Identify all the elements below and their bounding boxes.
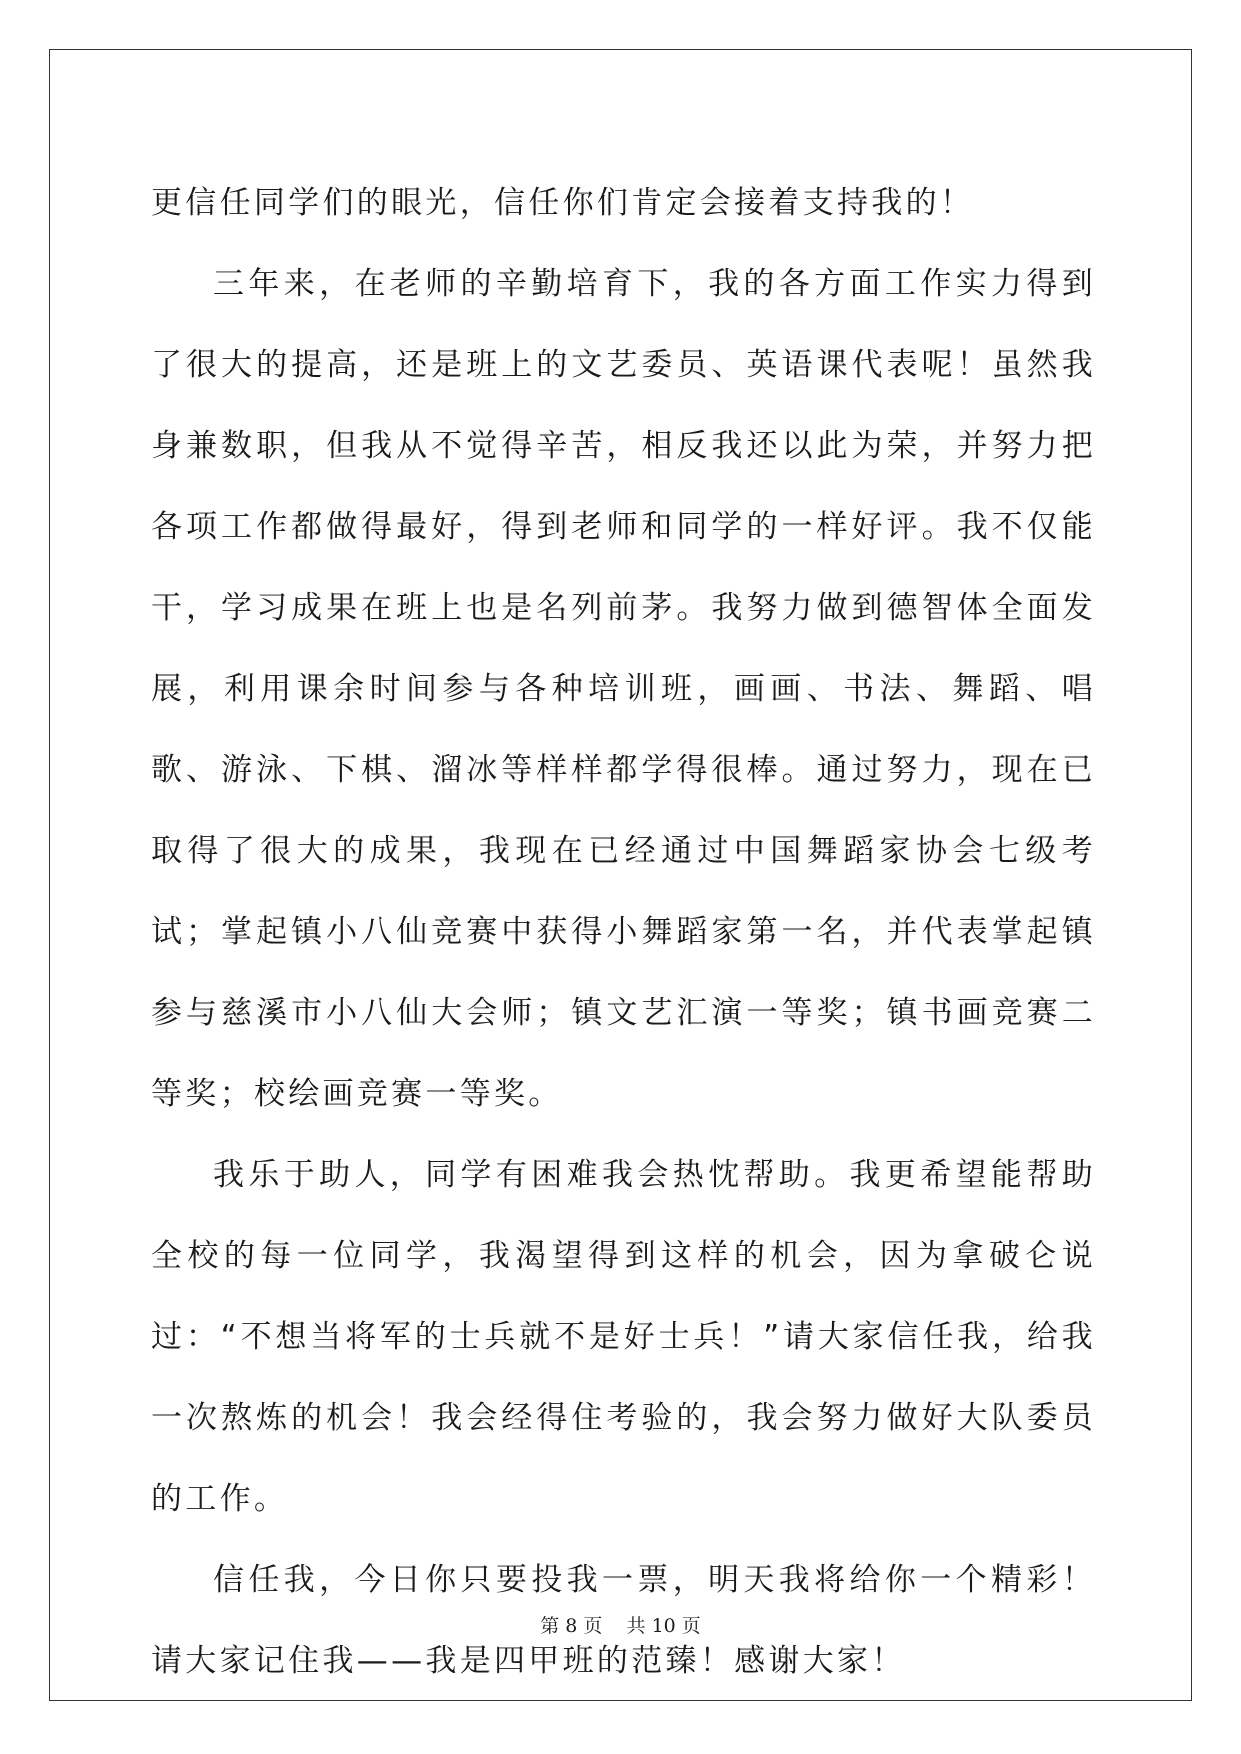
paragraph-2: 三年来，在老师的辛勤培育下，我的各方面工作实力得到了很大的提高，还是班上的文艺委员、英语课代表呢！虽然我身兼数职，但我从不觉得辛苦，相反我还以此为荣，并努力把各项工作都做得最好，得到老师和同学的一样好评。我不仅能干，学习成果在班上也是名列前茅。我努力做到德智体全面发展，利用课余时间参与各种培训班，画画、书法、舞蹈、唱歌、游泳、下棋、溜冰等样样都学得很棒。通过努力，现在已取得了很大的成果，我现在已经通过中国舞蹈家协会七级考试；掌起镇小八仙竞赛中获得小舞蹈家第一名，并代表掌起镇参与慈溪市小八仙大会师；镇文艺汇演一等奖；镇书画竞赛二等奖；校绘画竞赛一等奖。 [151,266,1096,1112]
paragraph-4: 信任我，今日你只要投我一票，明天我将给你一个精彩！请大家记住我——我是四甲班的范臻！感谢大家！ [151,1562,1096,1679]
page-number-footer: 第 8 页 共 10 页 [540,1615,701,1637]
document-body [151,163,1096,1702]
paragraph-1: 更信任同学们的眼光，信任你们肯定会接着支持我的！ [151,185,975,221]
paragraph-3: 我乐于助人，同学有困难我会热忱帮助。我更希望能帮助全校的每一位同学，我渴望得到这样的机会，因为拿破仑说过：“不想当将军的士兵就不是好士兵！”请大家信任我，给我一次熬炼的机会！我会经得住考验的，我会努力做好大队委员的工作。 [151,1157,1096,1517]
